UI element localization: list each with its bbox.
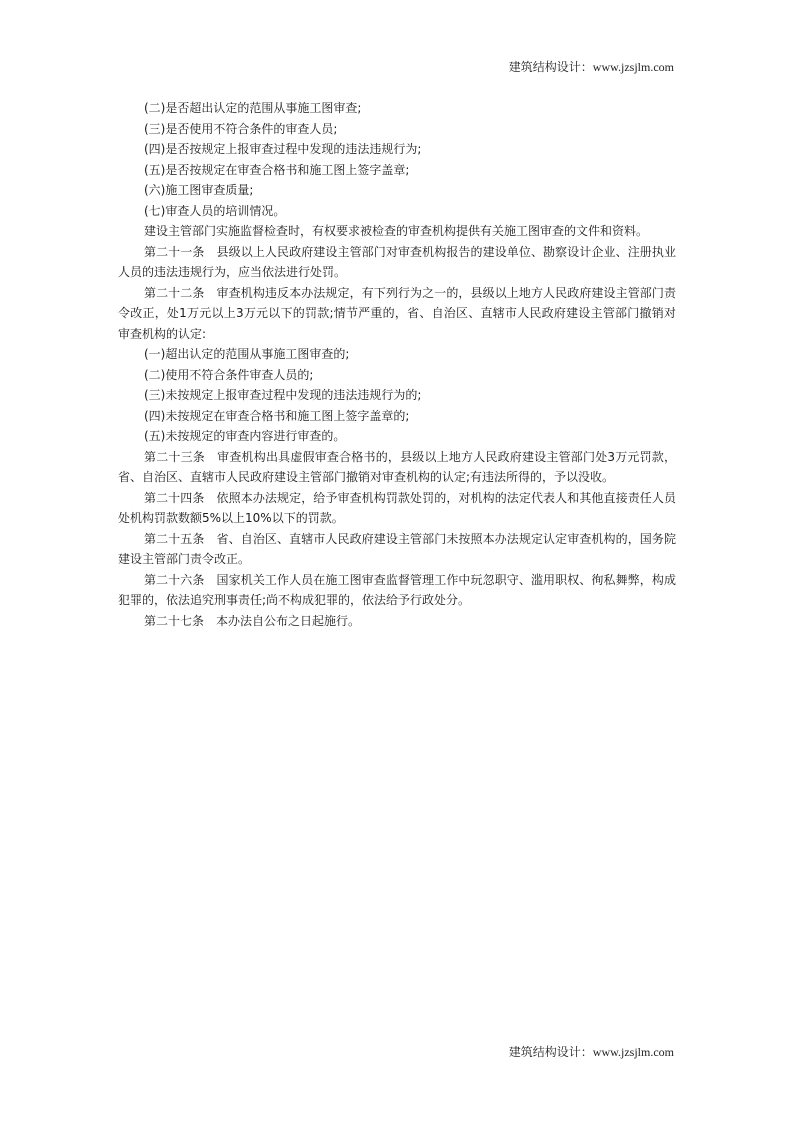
header-site-url[interactable]: www.jzsjlm.com [592,60,674,74]
list-item: (四)是否按规定上报审查过程中发现的违法违规行为; [144,142,422,156]
list-item: (四)未按规定在审查合格书和施工图上签字盖章的; [144,408,410,423]
list-item: (三)是否使用不符合条件的审查人员; [144,121,338,136]
footer-site-url[interactable]: www.jzsjlm.com [592,1045,674,1059]
list-item: (六)施工图审查质量; [144,183,254,197]
list-item: (二)是否超出认定的范围从事施工图审查; [144,101,362,115]
article-22: 第二十二条 审查机构违反本办法规定，有下列行为之一的，县级以上地方人民政府建设主管部门责令改正，处1万元以上3万元以下的罚款;情节严重的，省、自治区、直辖市人民政府建设主管部门撤销对审查机构的认定: [118,285,676,341]
page-header [509,58,674,75]
article-24: 第二十四条 依照本办法规定，给予审查机构罚款处罚的，对机构的法定代表人和其他直接责任人员处机构罚款数额5%以上10%以下的罚款。 [118,490,676,525]
article-26: 第二十六条 国家机关工作人员在施工图审查监督管理工作中玩忽职守、滥用职权、徇私舞弊，构成犯罪的，依法追究刑事责任;尚不构成犯罪的，依法给予行政处分。 [118,572,676,607]
article-21: 第二十一条 县级以上人民政府建设主管部门对审查机构报告的建设单位、勘察设计企业、注册执业人员的违法违规行为，应当依法进行处罚。 [118,244,676,279]
footer-site-name: 建筑结构设计： [508,1045,593,1059]
list-item: (七)审查人员的培训情况。 [144,203,286,218]
list-item: (一)超出认定的范围从事施工图审查的; [144,347,350,361]
list-item: (五)未按规定的审查内容进行审查的。 [144,429,346,443]
article-23: 第二十三条 审查机构出具虚假审查合格书的，县级以上地方人民政府建设主管部门处3万元罚款，省、自治区、直辖市人民政府建设主管部门撤销对审查机构的认定;有违法所得的，予以没收。 [118,449,676,484]
document-body [118,98,676,631]
header-site-name: 建筑结构设计： [508,60,593,74]
article-25: 第二十五条 省、自治区、直辖市人民政府建设主管部门未按照本办法规定认定审查机构的，国务院建设主管部门责令改正。 [118,531,676,566]
paragraph: 建设主管部门实施监督检查时，有权要求被检查的审查机构提供有关施工图审查的文件和资料。 [144,224,649,238]
list-item: (三)未按规定上报审查过程中发现的违法违规行为的; [144,388,422,402]
list-item: (五)是否按规定在审查合格书和施工图上签字盖章; [144,162,410,177]
article-27: 第二十七条 本办法自公布之日起施行。 [144,613,361,628]
page-footer [509,1043,674,1060]
list-item: (二)使用不符合条件审查人员的; [144,367,314,382]
